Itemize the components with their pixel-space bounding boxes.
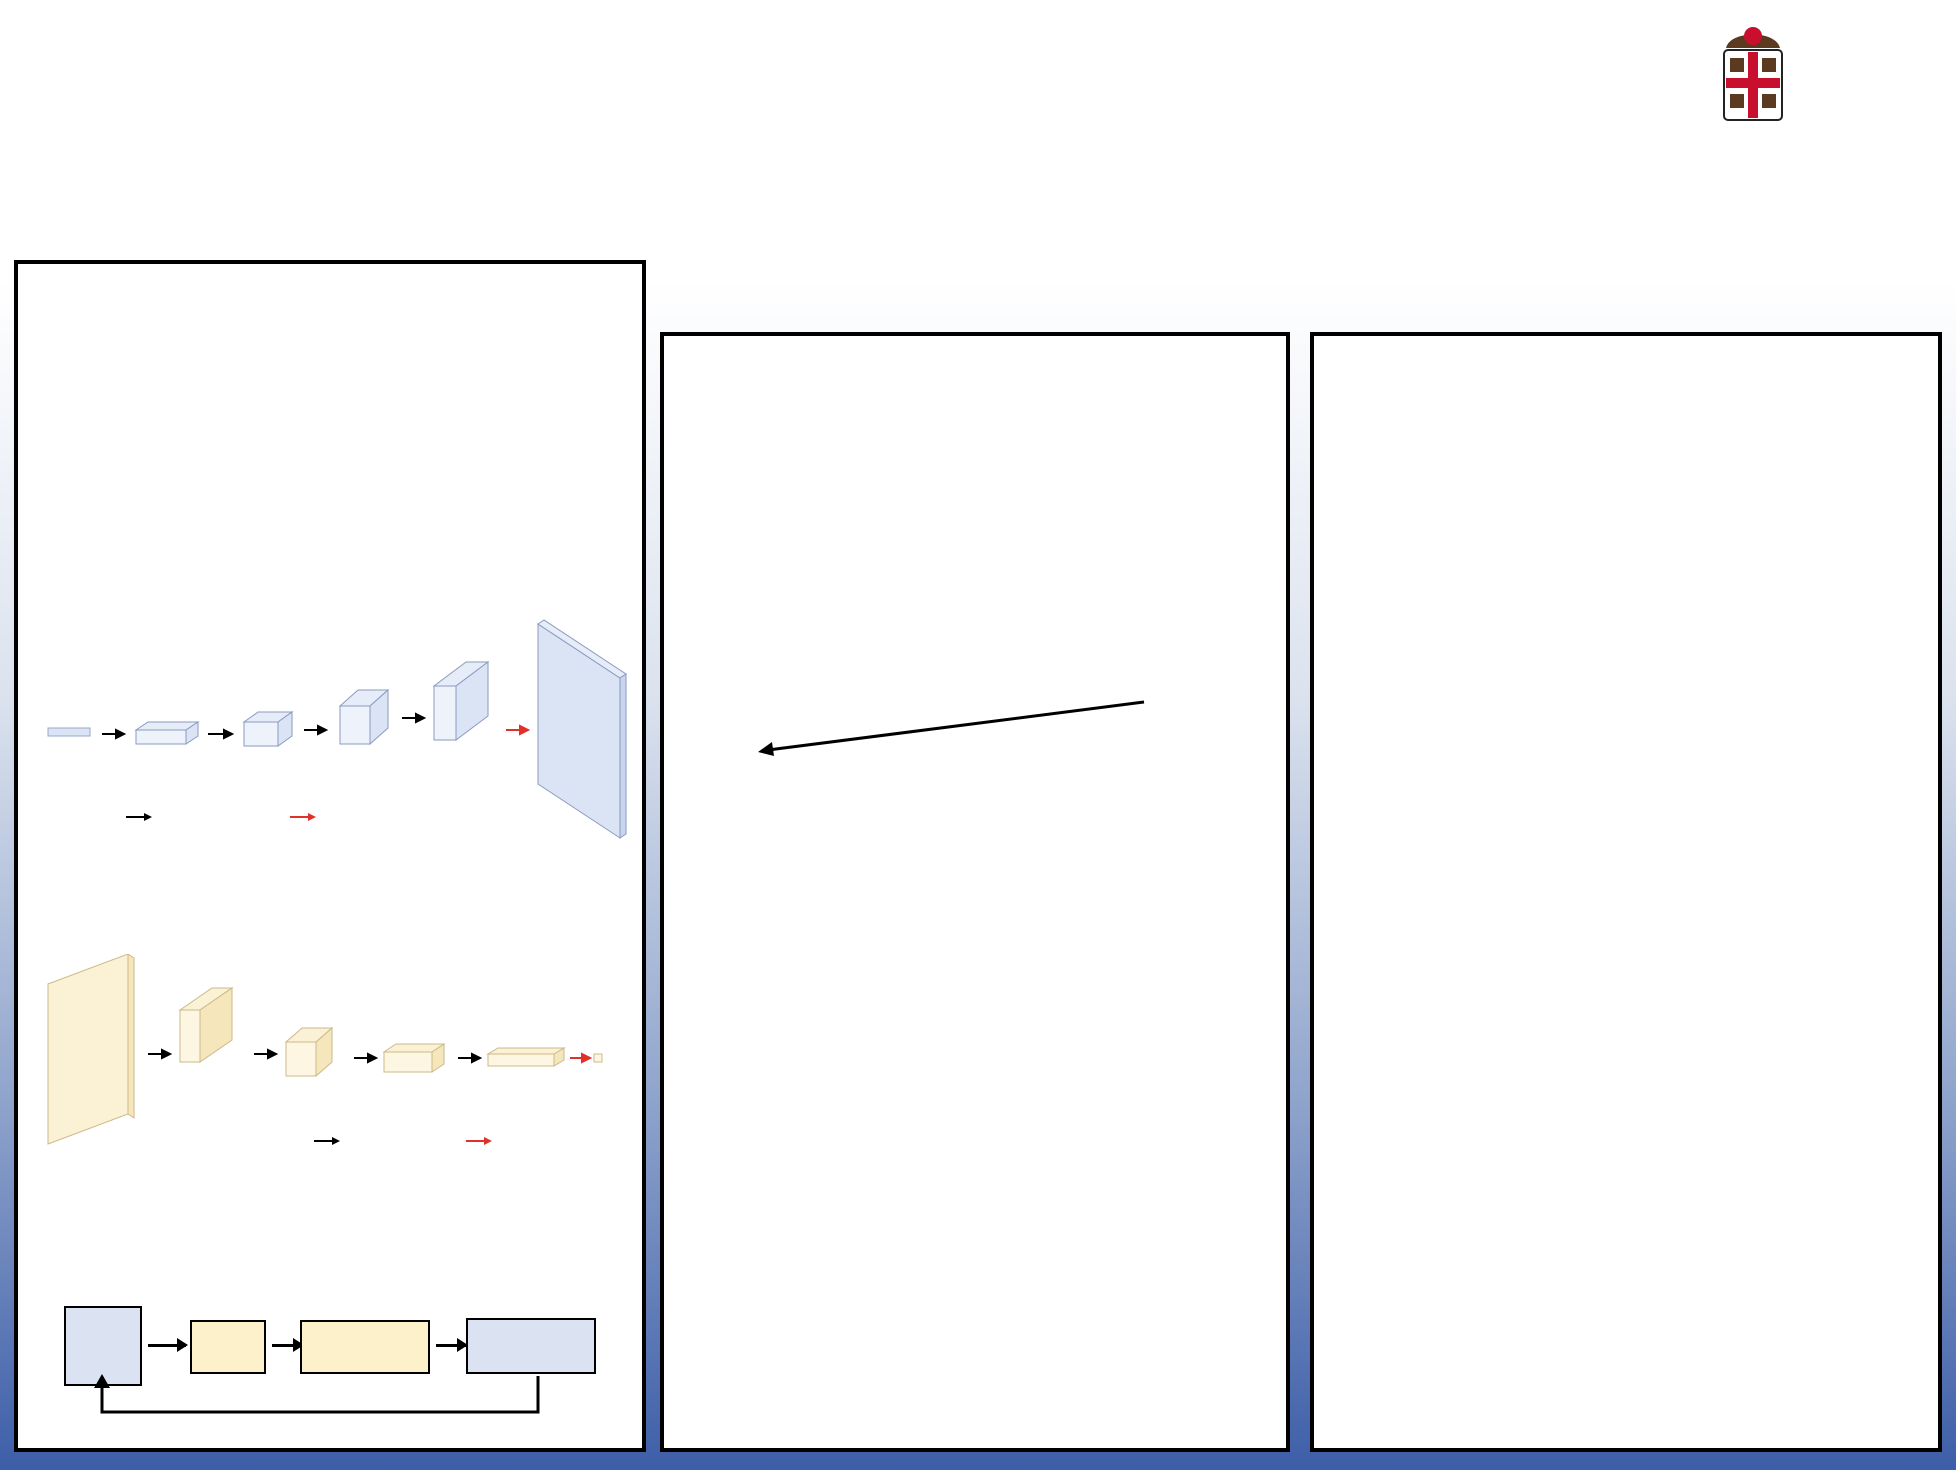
cycle-arrow xyxy=(148,1344,186,1347)
cycle-arrow xyxy=(272,1344,302,1347)
black-arrow-icon xyxy=(126,810,156,824)
cycle-step-loss-gen xyxy=(466,1318,596,1374)
generated-panel xyxy=(660,332,1290,1452)
black-arrow-icon xyxy=(314,1134,344,1148)
wrap-arrow xyxy=(754,698,1154,758)
generator-diagram xyxy=(18,584,638,854)
red-arrow-icon xyxy=(290,810,320,824)
cycle-step-predict xyxy=(190,1320,266,1374)
gan-panel xyxy=(14,260,646,1452)
cycle-return-arrow xyxy=(88,1372,548,1422)
real-vs-fake-panel xyxy=(1310,332,1942,1452)
red-arrow-icon xyxy=(466,1134,496,1148)
brown-shield-icon xyxy=(1720,22,1786,130)
training-charts xyxy=(1324,740,1936,1450)
cycle-arrow xyxy=(436,1344,466,1347)
brown-logo xyxy=(1720,22,1940,132)
cycle-step-loss-disc xyxy=(300,1320,430,1374)
